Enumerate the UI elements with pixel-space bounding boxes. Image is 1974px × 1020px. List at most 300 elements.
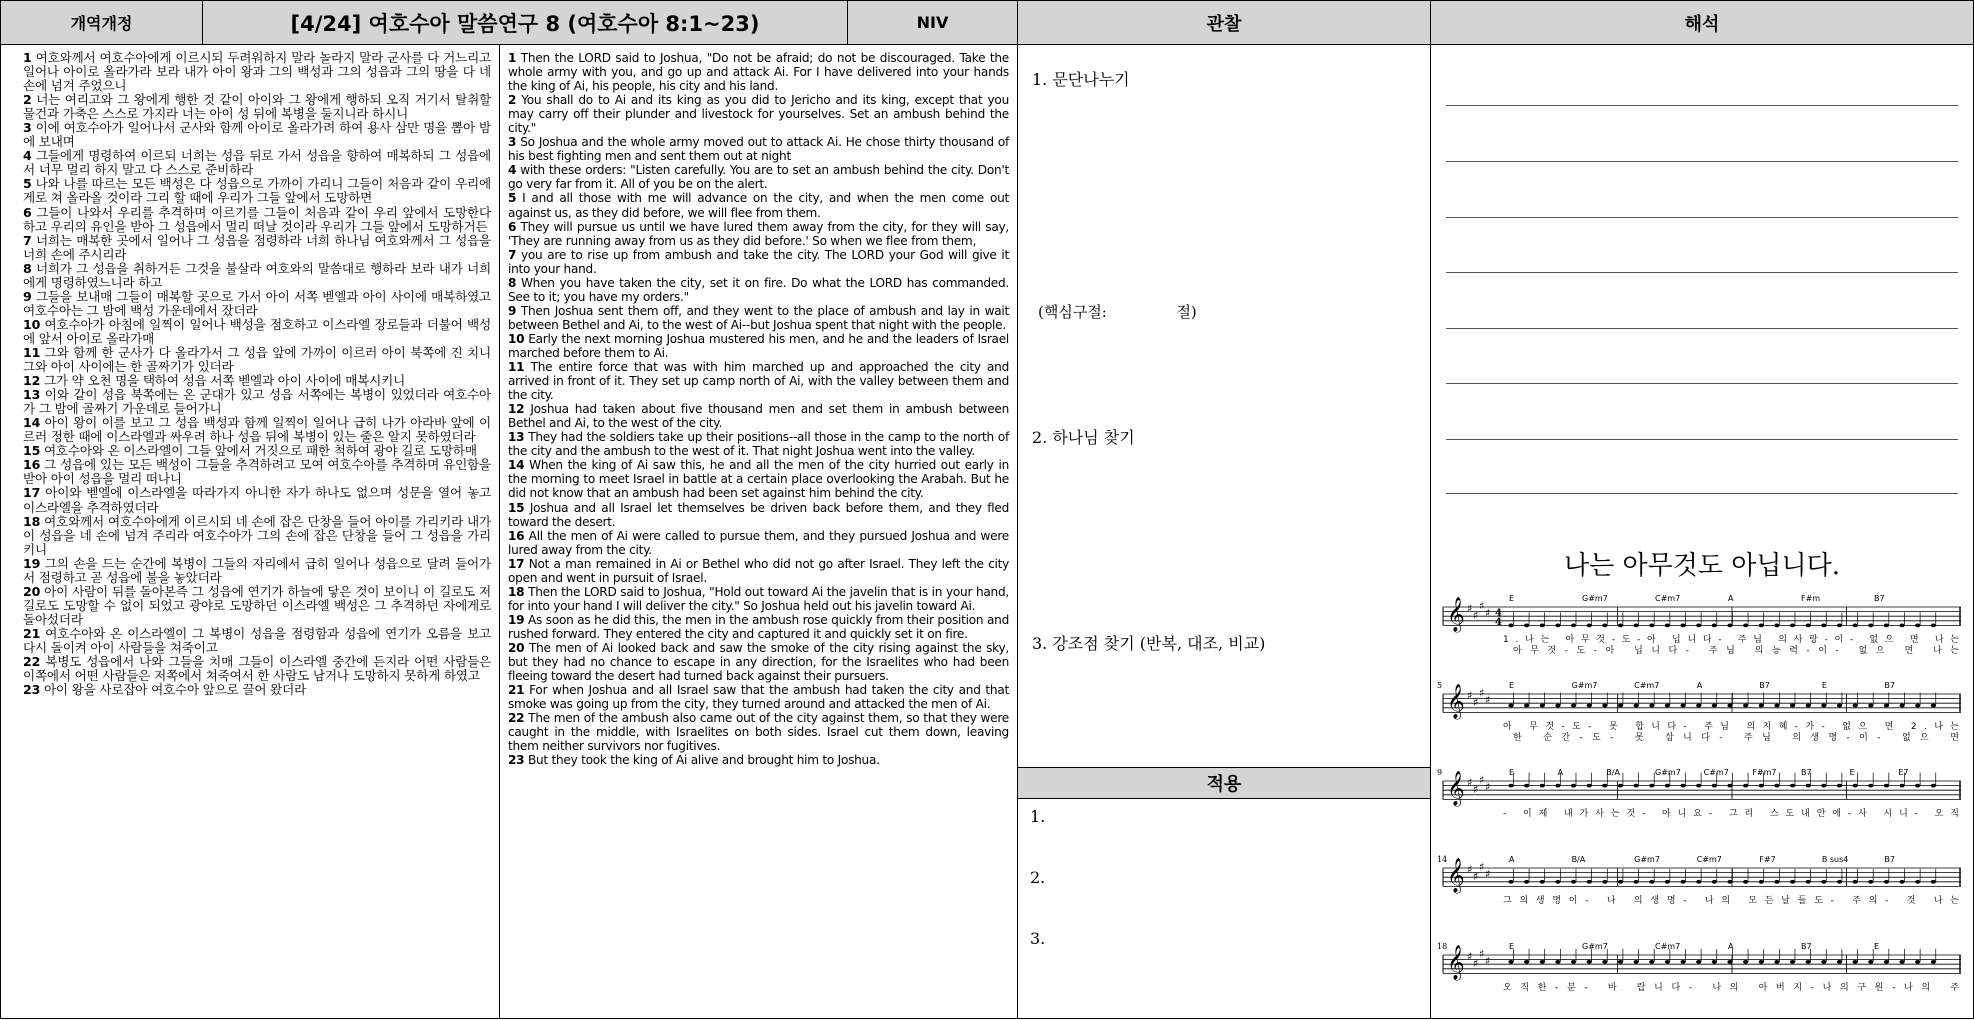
verse-number: 16	[23, 457, 41, 473]
verse-number: 2	[508, 93, 517, 108]
niv-verse-list	[500, 45, 1017, 767]
note-head	[1649, 880, 1654, 884]
niv-verse	[508, 191, 1009, 219]
verse-number: 4	[23, 148, 32, 164]
note-head	[1915, 624, 1920, 628]
korean-verse	[23, 346, 491, 374]
note-head	[1712, 960, 1717, 964]
note-head	[1868, 960, 1873, 964]
note-head	[1853, 960, 1858, 964]
note-head	[1508, 704, 1513, 708]
korean-verse	[23, 234, 491, 262]
verse-text: The men of the ambush also came out of the city against them, so that they were caught in the middle, with Israelites on both sides. Israel cut them down, leaving them neither survivors nor fugitives.	[508, 711, 1009, 754]
application-item-2[interactable]: 2.	[1030, 868, 1046, 887]
chord-symbol: B7	[1884, 681, 1896, 690]
note-head	[1587, 624, 1592, 628]
verse-text: For when Joshua and all Israel saw that the ambush had taken the city and that smoke was going up from the city, they turned around and attacked the men of Ai.	[508, 683, 1009, 712]
note-head	[1665, 704, 1670, 708]
note-head	[1759, 624, 1764, 628]
verse-text: you are to rise up from ambush and take the city. The LORD your God will give it into your hand.	[508, 247, 1009, 276]
note-head	[1759, 960, 1764, 964]
header-niv-cell	[848, 1, 1018, 45]
note-head	[1555, 960, 1560, 964]
niv-verse	[508, 529, 1009, 557]
note-head	[1712, 624, 1717, 628]
verse-number: 15	[23, 443, 41, 459]
niv-verse	[508, 276, 1009, 304]
verse-text: 여호수아와 온 이스라엘이 그 복병이 성읍을 점령함과 성읍에 연기가 오름을 보고 다시 돌이켜 아이 사람들을 쳐죽이고	[23, 625, 491, 655]
note-head	[1915, 880, 1920, 884]
note-head	[1884, 960, 1889, 964]
note-head	[1868, 704, 1873, 708]
verse-text: 여호와께서 여호수아에게 이르시되 네 손에 잡은 단창을 들어 아이를 가리키라 내가 이 성읍을 네 손에 넘겨 주리라 여호수아가 그의 손에 잡은 단창을 들어 그 성읍을 가리키니	[23, 513, 491, 557]
verse-number: 11	[508, 360, 525, 375]
sharp-icon: ♯	[1473, 869, 1479, 883]
chord-symbol: C#m7	[1703, 768, 1729, 777]
note-head	[1508, 960, 1513, 964]
note-head	[1571, 704, 1576, 708]
note-head	[1555, 624, 1560, 628]
header-title-cell	[203, 1, 848, 45]
note-head	[1899, 704, 1904, 708]
version-label: 개역개정	[70, 14, 133, 33]
verse-text: 그가 약 오천 명을 택하여 성읍 서쪽 벧엘과 아이 사이에 매복시키니	[40, 373, 406, 389]
verse-number: 19	[23, 555, 41, 571]
note-head	[1837, 880, 1842, 884]
verse-number: 17	[23, 485, 41, 501]
verse-number: 21	[508, 683, 525, 698]
chord-symbol: A	[1728, 594, 1734, 603]
korean-verse	[23, 121, 491, 149]
niv-verse	[508, 711, 1009, 753]
sharp-icon: ♯	[1479, 599, 1485, 613]
verse-text: 그의 손을 드는 순간에 복병이 그들의 자리에서 급히 일어나 성읍으로 달려 들어가서 점령하고 곧 성읍에 불을 놓았더라	[23, 555, 491, 585]
korean-verse	[23, 206, 491, 234]
lyric-line: 아 무것-도- 못 합니다- 주님 의지혜-가- 없으 면 2.나는	[1503, 722, 1959, 732]
niv-verse	[508, 641, 1009, 683]
verse-text: 이에 여호수아가 일어나서 군사와 함께 아이로 올라가려 하여 용사 삼만 명을 뽑아 밤에 보내며	[23, 120, 491, 150]
lyric-line: - 이제 내가사는것- 아니요- 그리 스도내안에-사 시니- 오직	[1503, 809, 1959, 819]
note-head	[1743, 624, 1748, 628]
verse-text: Joshua had taken about five thousand men and set them in ambush between Bethel and Ai, to the west of the city.	[508, 402, 1009, 431]
music-system	[1437, 942, 1961, 993]
sharp-icon: ♯	[1467, 863, 1473, 876]
korean-verse	[23, 374, 491, 388]
note-head	[1821, 960, 1826, 964]
sharp-icon: ♯	[1467, 776, 1473, 789]
note-head	[1790, 624, 1795, 628]
note-head	[1806, 880, 1811, 884]
verse-text: They had the soldiers take up their positions--all those in the camp to the north of the city and the ambush to the west of it. That night Joshua went into the valley.	[508, 430, 1009, 459]
measure-number: 14	[1437, 855, 1448, 864]
korean-verse	[23, 177, 491, 205]
note-head	[1540, 624, 1545, 628]
korean-verse	[23, 318, 491, 346]
note-head	[1743, 704, 1748, 708]
note-head	[1555, 784, 1560, 788]
note-line[interactable]	[1446, 161, 1958, 162]
niv-verse	[508, 220, 1009, 248]
verse-number: 3	[508, 135, 517, 150]
verse-number: 23	[23, 682, 41, 698]
niv-verse	[508, 163, 1009, 191]
korean-text-column	[1, 45, 500, 1018]
chord-symbol: F#m7	[1752, 768, 1777, 777]
note-head	[1774, 624, 1779, 628]
verse-text: Early the next morning Joshua mustered his men, and he and the leaders of Israel marched before them to Ai.	[508, 331, 1009, 360]
note-head	[1602, 784, 1607, 788]
chord-symbol: F#m	[1801, 594, 1821, 603]
verse-number: 6	[23, 204, 32, 220]
sharp-icon: ♯	[1485, 954, 1491, 968]
note-head	[1884, 880, 1889, 884]
music-system	[1443, 594, 1961, 656]
verse-text: Joshua and all Israel let themselves be driven back before them, and they fled toward the desert.	[508, 500, 1009, 529]
verse-number: 12	[23, 373, 41, 389]
verse-text: 아이 왕을 사로잡아 여호수아 앞으로 끌어 왔더라	[40, 682, 307, 698]
note-head	[1634, 624, 1639, 628]
verse-text: 너희는 매복한 곳에서 일어나 그 성읍을 점령하라 너희 하나님 여호와께서 그 성읍을 너희 손에 주시리라	[23, 232, 491, 262]
note-head	[1665, 624, 1670, 628]
note-head	[1884, 704, 1889, 708]
niv-verse	[508, 402, 1009, 430]
sharp-icon: ♯	[1485, 693, 1491, 707]
chord-symbol: A	[1728, 942, 1734, 951]
application-label: 적용	[1206, 774, 1242, 795]
verse-number: 7	[508, 247, 517, 262]
note-head	[1774, 960, 1779, 964]
niv-text-column	[500, 45, 1018, 1018]
note-head	[1540, 784, 1545, 788]
verse-text: 너는 여리고와 그 왕에게 행한 것 같이 아이와 그 왕에게 행하되 오직 거기서 탈취할 물건과 가축은 스스로 가지라 너는 아이 성 뒤에 복병을 둘지니라 하시니	[23, 92, 491, 122]
application-header	[1018, 767, 1430, 799]
note-head	[1727, 960, 1732, 964]
niv-verse	[508, 501, 1009, 529]
note-head	[1915, 704, 1920, 708]
note-head	[1696, 784, 1701, 788]
note-head	[1853, 624, 1858, 628]
verse-number: 20	[23, 583, 41, 599]
note-head	[1634, 784, 1639, 788]
music-system	[1437, 681, 1961, 743]
note-head	[1649, 960, 1654, 964]
note-head	[1508, 624, 1513, 628]
chord-symbol: C#m7	[1655, 942, 1681, 951]
treble-clef-icon: 𝄞	[1447, 684, 1465, 719]
verse-number: 19	[508, 612, 525, 627]
chord-symbol: B7	[1759, 681, 1770, 690]
lyric-line: 한 순간-도- 못 삽니다- 주님 의생명-이- 없으 면	[1513, 733, 1959, 743]
niv-verse	[508, 430, 1009, 458]
header-left-label	[1, 1, 203, 45]
note-line[interactable]	[1446, 272, 1958, 273]
chord-symbol: G#m7	[1655, 768, 1681, 777]
verse-text: 이와 같이 성읍 북쪽에는 온 군대가 있고 성읍 서쪽에는 복병이 있었더라 여호수아가 그 밤에 골짜기 가운데로 들어가니	[23, 387, 491, 417]
verse-text: Not a man remained in Ai or Bethel who did not go after Israel. They left the city open and went in pursuit of Israel.	[508, 556, 1009, 585]
sharp-icon: ♯	[1467, 689, 1473, 702]
note-head	[1618, 880, 1623, 884]
note-line[interactable]	[1446, 105, 1958, 106]
note-head	[1931, 880, 1936, 884]
korean-verse	[23, 557, 491, 585]
verse-text: 그들이 나와서 우리를 추격하며 이르기를 그들이 처음과 같이 우리 앞에서 도망한다 하고 우리의 유인을 받아 그 성읍에서 멀리 떠날 것이라 우리가 그들 앞에서 도망하거든	[23, 204, 491, 234]
note-head	[1884, 624, 1889, 628]
verse-text: 복병도 성읍에서 나와 그들을 치매 그들이 이스라엘 중간에 든지라 어떤 사람들은 이쪽에서 어떤 사람들은 저쪽에서 쳐죽여서 한 사람도 남거나 도망하지 못하게 하였고	[23, 654, 491, 684]
note-head	[1821, 784, 1826, 788]
verse-number: 20	[508, 640, 525, 655]
korean-verse	[23, 585, 491, 627]
observation-label: 관찰	[1206, 13, 1242, 35]
note-head	[1680, 624, 1685, 628]
chord-symbol: F#7	[1759, 855, 1776, 864]
verse-number: 12	[508, 402, 525, 417]
chord-symbol: C#m7	[1655, 594, 1681, 603]
verse-number: 5	[508, 191, 517, 206]
treble-clef-icon: 𝄞	[1447, 597, 1465, 632]
verse-number: 18	[23, 513, 41, 529]
interpretation-label: 해석	[1684, 13, 1720, 35]
verse-text: Then the LORD said to Joshua, "Hold out toward Ai the javelin that is in your hand, for into your hand I will deliver the city." So Joshua held out his javelin toward Ai.	[508, 584, 1009, 613]
korean-verse	[23, 683, 491, 697]
note-head	[1524, 624, 1529, 628]
application-item-3[interactable]: 3.	[1030, 929, 1046, 948]
measure-number: 9	[1437, 768, 1443, 777]
key-verse-suffix: 절)	[1176, 303, 1197, 321]
note-head	[1524, 960, 1529, 964]
note-head	[1587, 960, 1592, 964]
korean-verse	[23, 388, 491, 416]
note-head	[1759, 880, 1764, 884]
verse-text: Then the LORD said to Joshua, "Do not be afraid; do not be discouraged. Take the whole army with you, and go up and attack Ai. For I have delivered into your hands the king of Ai, his people, his city and his land.	[508, 51, 1009, 94]
chord-symbol: E	[1849, 768, 1855, 777]
niv-verse	[508, 93, 1009, 135]
sharp-icon: ♯	[1473, 956, 1479, 970]
sharp-icon: ♯	[1467, 602, 1473, 615]
note-line[interactable]	[1446, 328, 1958, 329]
note-line[interactable]	[1446, 493, 1958, 494]
verse-text: 아이 왕이 이를 보고 그 성읍 백성과 함께 일찍이 일어나 급히 나가 아라바 앞에 이르러 정한 때에 이스라엘과 싸우려 하나 성읍 뒤에 복병이 있는 줄은 알지 못하였더라	[23, 415, 491, 445]
niv-verse	[508, 248, 1009, 276]
verse-text: So Joshua and the whole army moved out to attack Ai. He chose thirty thousand of his best fighting men and sent them out at night	[508, 135, 1009, 164]
verse-number: 11	[23, 344, 41, 360]
verse-number: 10	[508, 331, 525, 346]
note-head	[1806, 704, 1811, 708]
niv-verse	[508, 304, 1009, 332]
sharp-icon: ♯	[1479, 773, 1485, 787]
verse-text: 나와 나를 따르는 모든 백성은 다 성읍으로 가까이 가리니 그들이 처음과 같이 우리에게로 쳐 올라올 것이라 그리 할 때에 우리가 그들 앞에서 도망하면	[23, 176, 491, 206]
note-head	[1618, 704, 1623, 708]
verse-text: But they took the king of Ai alive and brought him to Joshua.	[524, 753, 880, 768]
note-head	[1727, 784, 1732, 788]
note-line[interactable]	[1446, 439, 1958, 440]
verse-number: 2	[23, 92, 32, 108]
note-head	[1853, 880, 1858, 884]
verse-text: You shall do to Ai and its king as you did to Jericho and its king, except that you may carry off their plunder and livestock for yourselves. Set an ambush behind the city."	[508, 93, 1009, 136]
note-head	[1587, 784, 1592, 788]
verse-number: 14	[508, 458, 525, 473]
verse-text: When the king of Ai saw this, he and all the men of the city hurried out early in the morning to meet Israel in battle at a certain place overlooking the Arabah. But he did not know that an ambush had been set against him behind the city.	[508, 458, 1009, 501]
verse-text: 여호수아와 온 이스라엘이 그들 앞에서 거짓으로 패한 척하여 광야 길로 도망하매	[40, 443, 477, 459]
verse-text: Then Joshua sent them off, and they went to the place of ambush and lay in wait between Bethel and Ai, to the west of Ai--but Joshua spent that night with the people.	[508, 303, 1009, 332]
note-head	[1899, 784, 1904, 788]
note-head	[1665, 880, 1670, 884]
note-head	[1868, 624, 1873, 628]
music-system	[1437, 768, 1961, 819]
niv-verse	[508, 458, 1009, 500]
korean-verse	[23, 515, 491, 557]
note-head	[1680, 880, 1685, 884]
korean-verse-list	[1, 45, 499, 697]
note-head	[1899, 624, 1904, 628]
chord-symbol: B7	[1801, 942, 1812, 951]
note-head	[1774, 704, 1779, 708]
note-head	[1618, 960, 1623, 964]
note-head	[1743, 960, 1748, 964]
chord-symbol: G#m7	[1582, 594, 1608, 603]
verse-text: As soon as he did this, the men in the ambush rose quickly from their position and rushed forward. They entered the city and captured it and quickly set it on fire.	[508, 612, 1009, 641]
verse-text: 아이와 벧엘에 이스라엘을 따라가지 아니한 자가 하나도 없으며 성문을 열어 놓고 이스라엘을 추격하였더라	[23, 485, 491, 515]
verse-number: 22	[23, 654, 41, 670]
chord-symbol: E	[1509, 594, 1515, 603]
interpretation-column	[1431, 45, 1973, 1018]
measure-number: 5	[1437, 681, 1443, 690]
verse-number: 5	[23, 176, 32, 192]
verse-text: I and all those with me will advance on the city, and when the men come out against us, as they did before, we will flee from them.	[508, 191, 1009, 220]
verse-number: 9	[23, 288, 32, 304]
note-head	[1649, 624, 1654, 628]
verse-text: 그와 함께 한 군사가 다 올라가서 그 성읍 앞에 가까이 이르러 아이 북쪽에 진 치니 그와 아이 사이에는 한 골짜기가 있더라	[23, 344, 491, 375]
note-head	[1649, 784, 1654, 788]
niv-verse	[508, 683, 1009, 711]
note-head	[1634, 880, 1639, 884]
note-head	[1602, 880, 1607, 884]
note-line[interactable]	[1446, 383, 1958, 384]
chord-symbol: G#m7	[1582, 942, 1608, 951]
chord-symbol: E	[1821, 681, 1827, 690]
sharp-icon: ♯	[1479, 947, 1485, 961]
observation-item-find-god: 2. 하나님 찾기	[1032, 428, 1135, 447]
note-head	[1508, 784, 1513, 788]
chord-symbol: G#m7	[1571, 681, 1598, 690]
verse-number: 4	[508, 163, 517, 178]
chord-symbol: B/A	[1571, 855, 1586, 864]
korean-verse	[23, 149, 491, 177]
chord-symbol: G#m7	[1634, 855, 1660, 864]
verse-number: 23	[508, 753, 525, 768]
treble-clef-icon: 𝄞	[1447, 858, 1465, 893]
note-head	[1806, 624, 1811, 628]
note-head	[1806, 784, 1811, 788]
verse-text: with these orders: "Listen carefully. You are to set an ambush behind the city. Don't go very far from it. All of you be on the alert.	[508, 163, 1009, 192]
note-head	[1899, 880, 1904, 884]
chord-symbol: A	[1509, 855, 1515, 864]
verse-number: 10	[23, 316, 41, 332]
verse-number: 18	[508, 584, 525, 599]
time-signature: 4	[1495, 608, 1502, 619]
note-head	[1915, 784, 1920, 788]
note-line[interactable]	[1446, 217, 1958, 218]
note-head	[1727, 624, 1732, 628]
note-head	[1696, 624, 1701, 628]
note-head	[1696, 880, 1701, 884]
verse-text: When you have taken the city, set it on fire. Do what the LORD has commanded. See to it; you have my orders."	[508, 275, 1009, 304]
verse-text: 너희가 그 성읍을 취하거든 그것을 불살라 여호와의 말씀대로 행하라 보라 내가 너희에게 명령하였느니라 하고	[23, 260, 491, 290]
note-head	[1524, 784, 1529, 788]
sheet-music	[1437, 585, 1961, 1020]
korean-verse	[23, 444, 491, 458]
note-head	[1790, 960, 1795, 964]
note-head	[1790, 704, 1795, 708]
niv-verse	[508, 51, 1009, 93]
note-head	[1696, 960, 1701, 964]
note-head	[1634, 704, 1639, 708]
niv-label: NIV	[916, 13, 949, 32]
niv-verse	[508, 135, 1009, 163]
verse-number: 22	[508, 711, 525, 726]
chord-symbol: B7	[1874, 594, 1885, 603]
chord-symbol: E7	[1898, 768, 1909, 777]
verse-number: 13	[23, 387, 41, 403]
note-head	[1759, 784, 1764, 788]
sharp-icon: ♯	[1485, 867, 1491, 881]
note-head	[1665, 960, 1670, 964]
chord-symbol: E	[1509, 768, 1515, 777]
note-head	[1602, 960, 1607, 964]
verse-number: 8	[508, 275, 517, 290]
korean-verse	[23, 262, 491, 290]
chord-symbol: B/A	[1606, 768, 1620, 777]
niv-verse	[508, 557, 1009, 585]
note-head	[1884, 784, 1889, 788]
note-head	[1727, 880, 1732, 884]
note-head	[1837, 624, 1842, 628]
sharp-icon: ♯	[1485, 780, 1491, 794]
header-observation-cell	[1018, 1, 1431, 45]
chord-symbol: E	[1874, 942, 1880, 951]
verse-text: 그들을 보내매 그들이 매복할 곳으로 가서 아이 서쪽 벧엘과 아이 사이에 매복하였고 여호수아는 그 밤에 백성 가운데에서 잤더라	[23, 288, 491, 318]
note-head	[1915, 960, 1920, 964]
note-head	[1712, 880, 1717, 884]
verse-number: 7	[23, 232, 32, 248]
sharp-icon: ♯	[1485, 606, 1491, 620]
chord-symbol: A	[1696, 681, 1703, 690]
lyric-line: 오직한-분- 바 랍니다- 나의 아버지-나의구원-나의 주	[1503, 983, 1959, 993]
verse-text: All the men of Ai were called to pursue them, and they pursued Joshua and were lured away from the city.	[508, 528, 1009, 557]
sharp-icon: ♯	[1473, 608, 1479, 622]
verse-number: 8	[23, 260, 32, 276]
verse-number: 13	[508, 430, 525, 445]
note-head	[1508, 880, 1513, 884]
note-head	[1712, 784, 1717, 788]
chord-symbol: C#m7	[1634, 681, 1660, 690]
korean-verse	[23, 627, 491, 655]
note-head	[1649, 704, 1654, 708]
song-title: 나는 아무것도 아닙니다.	[1564, 551, 1840, 581]
key-verse-field[interactable]	[1038, 301, 1197, 322]
note-head	[1680, 960, 1685, 964]
korean-verse	[23, 290, 491, 318]
note-head	[1696, 704, 1701, 708]
note-head	[1602, 704, 1607, 708]
verse-number: 16	[508, 528, 525, 543]
note-head	[1853, 704, 1858, 708]
verse-number: 21	[23, 625, 41, 641]
korean-verse	[23, 51, 491, 93]
note-head	[1555, 704, 1560, 708]
application-item-1[interactable]: 1.	[1030, 807, 1046, 826]
note-head	[1774, 784, 1779, 788]
lyric-line: 그의생명이- 나 의생명- 나의 모든날들도- 주의- 것 나는	[1503, 896, 1959, 906]
